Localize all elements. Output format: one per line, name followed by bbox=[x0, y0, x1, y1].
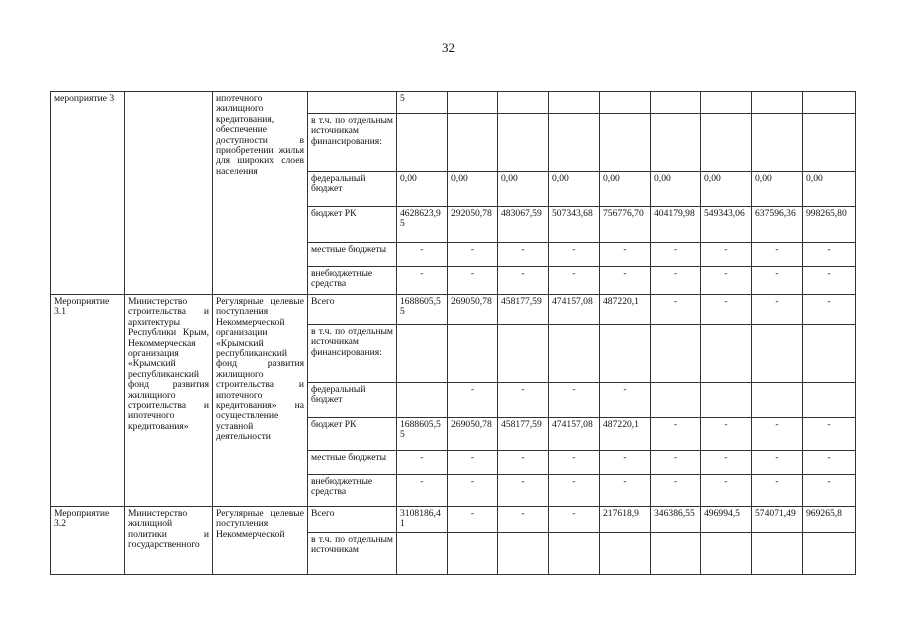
value-cell bbox=[701, 325, 752, 383]
table-row bbox=[51, 295, 856, 325]
value-cell: 998265,80 bbox=[803, 207, 856, 243]
source-label-cell: внебюджетные средства bbox=[308, 475, 397, 507]
value-cell: 217618,9 bbox=[600, 507, 651, 533]
value-cell bbox=[549, 532, 600, 574]
value-cell bbox=[600, 325, 651, 383]
value-cell bbox=[651, 114, 701, 172]
value-cell: 0,00 bbox=[600, 172, 651, 207]
value-cell: - bbox=[498, 243, 549, 267]
value-cell: 346386,55 bbox=[651, 507, 701, 533]
value-cell: 574071,49 bbox=[752, 507, 803, 533]
value-cell: 474157,08 bbox=[549, 418, 600, 451]
value-cell bbox=[448, 325, 498, 383]
value-cell: - bbox=[803, 267, 856, 295]
value-cell: 0,00 bbox=[752, 172, 803, 207]
value-cell: - bbox=[803, 451, 856, 475]
value-cell: - bbox=[600, 451, 651, 475]
value-cell: - bbox=[498, 451, 549, 475]
description-cell: ипотечного жилищного кредитования, обеспечение доступности в приобретении жилья для широких слоев населения bbox=[213, 92, 308, 295]
value-cell bbox=[752, 325, 803, 383]
source-label-cell: в т.ч. по отдельным источникам финансирования: bbox=[308, 325, 397, 383]
value-cell: - bbox=[600, 383, 651, 418]
value-cell bbox=[448, 92, 498, 114]
value-cell: - bbox=[549, 267, 600, 295]
value-cell: 5 bbox=[397, 92, 448, 114]
value-cell bbox=[498, 532, 549, 574]
value-cell: 474157,08 bbox=[549, 295, 600, 325]
value-cell bbox=[701, 532, 752, 574]
value-cell: 3108186,41 bbox=[397, 507, 448, 533]
value-cell: 458177,59 bbox=[498, 418, 549, 451]
value-cell: - bbox=[448, 243, 498, 267]
value-cell: 269050,78 bbox=[448, 295, 498, 325]
value-cell bbox=[549, 325, 600, 383]
value-cell bbox=[651, 325, 701, 383]
value-cell: 0,00 bbox=[549, 172, 600, 207]
value-cell: - bbox=[651, 295, 701, 325]
value-cell: - bbox=[803, 418, 856, 451]
value-cell: 507343,68 bbox=[549, 207, 600, 243]
value-cell: - bbox=[651, 418, 701, 451]
value-cell: - bbox=[498, 507, 549, 533]
value-cell bbox=[701, 92, 752, 114]
value-cell bbox=[752, 383, 803, 418]
value-cell: - bbox=[498, 475, 549, 507]
value-cell: - bbox=[803, 243, 856, 267]
value-cell: 0,00 bbox=[651, 172, 701, 207]
value-cell: 292050,78 bbox=[448, 207, 498, 243]
executor-cell: Министерство жилищной политики и государственного bbox=[125, 507, 213, 575]
value-cell: - bbox=[752, 418, 803, 451]
value-cell: - bbox=[397, 243, 448, 267]
value-cell: - bbox=[752, 267, 803, 295]
value-cell bbox=[498, 92, 549, 114]
value-cell bbox=[752, 114, 803, 172]
value-cell: - bbox=[701, 243, 752, 267]
executor-cell bbox=[125, 92, 213, 295]
value-cell bbox=[701, 114, 752, 172]
value-cell: 756776,70 bbox=[600, 207, 651, 243]
value-cell: 0,00 bbox=[701, 172, 752, 207]
value-cell: 1688605,55 bbox=[397, 295, 448, 325]
value-cell: - bbox=[600, 475, 651, 507]
value-cell: - bbox=[701, 451, 752, 475]
value-cell: - bbox=[549, 383, 600, 418]
value-cell bbox=[397, 325, 448, 383]
value-cell bbox=[651, 92, 701, 114]
value-cell bbox=[803, 532, 856, 574]
value-cell: - bbox=[651, 267, 701, 295]
value-cell: 496994,5 bbox=[701, 507, 752, 533]
value-cell bbox=[600, 114, 651, 172]
source-label-cell: в т.ч. по отдельным источникам bbox=[308, 532, 397, 574]
source-label-cell: бюджет РК bbox=[308, 207, 397, 243]
value-cell: 0,00 bbox=[498, 172, 549, 207]
value-cell bbox=[397, 114, 448, 172]
value-cell: 637596,36 bbox=[752, 207, 803, 243]
value-cell: - bbox=[549, 507, 600, 533]
value-cell: 0,00 bbox=[397, 172, 448, 207]
value-cell: - bbox=[752, 475, 803, 507]
value-cell: 549343,06 bbox=[701, 207, 752, 243]
value-cell bbox=[549, 92, 600, 114]
value-cell: - bbox=[397, 267, 448, 295]
value-cell: 458177,59 bbox=[498, 295, 549, 325]
value-cell bbox=[397, 383, 448, 418]
source-label-cell bbox=[308, 92, 397, 114]
value-cell: - bbox=[651, 475, 701, 507]
table-row bbox=[51, 507, 856, 533]
source-label-cell: Всего bbox=[308, 295, 397, 325]
value-cell: - bbox=[498, 267, 549, 295]
activity-cell: мероприятие 3 bbox=[51, 92, 125, 295]
value-cell: - bbox=[701, 267, 752, 295]
value-cell: 969265,8 bbox=[803, 507, 856, 533]
value-cell: - bbox=[651, 451, 701, 475]
value-cell: 0,00 bbox=[803, 172, 856, 207]
value-cell: - bbox=[549, 451, 600, 475]
source-label-cell: федеральный бюджет bbox=[308, 383, 397, 418]
value-cell bbox=[448, 114, 498, 172]
source-label-cell: федеральный бюджет bbox=[308, 172, 397, 207]
source-label-cell: бюджет РК bbox=[308, 418, 397, 451]
value-cell bbox=[448, 532, 498, 574]
value-cell: 483067,59 bbox=[498, 207, 549, 243]
value-cell bbox=[803, 114, 856, 172]
value-cell bbox=[752, 532, 803, 574]
value-cell: - bbox=[498, 383, 549, 418]
value-cell: - bbox=[803, 475, 856, 507]
activity-cell: Мероприятие 3.1 bbox=[51, 295, 125, 507]
value-cell: - bbox=[600, 267, 651, 295]
value-cell bbox=[651, 383, 701, 418]
value-cell: 1688605,55 bbox=[397, 418, 448, 451]
value-cell: 4628623,95 bbox=[397, 207, 448, 243]
description-cell: Регулярные целевые поступления Некоммерческой организации «Крымский республиканский фонд развития жилищного строительства и ипотечного кредитования» на осуществление уставной деятельности bbox=[213, 295, 308, 507]
source-label-cell: внебюджетные средства bbox=[308, 267, 397, 295]
executor-cell: Министерство строительства и архитектуры Республики Крым, Некоммерческая организация «Крымский республиканский фонд развития жилищного строительства и ипотечного кредитования» bbox=[125, 295, 213, 507]
value-cell: - bbox=[701, 475, 752, 507]
value-cell: - bbox=[549, 243, 600, 267]
value-cell bbox=[803, 383, 856, 418]
value-cell: - bbox=[448, 507, 498, 533]
value-cell bbox=[397, 532, 448, 574]
value-cell bbox=[752, 92, 803, 114]
source-label-cell: местные бюджеты bbox=[308, 243, 397, 267]
value-cell: - bbox=[752, 295, 803, 325]
value-cell: 487220,1 bbox=[600, 295, 651, 325]
activity-cell: Мероприятие 3.2 bbox=[51, 507, 125, 575]
value-cell: - bbox=[397, 475, 448, 507]
value-cell: 269050,78 bbox=[448, 418, 498, 451]
value-cell: - bbox=[600, 243, 651, 267]
value-cell: 404179,98 bbox=[651, 207, 701, 243]
value-cell bbox=[803, 92, 856, 114]
table-row bbox=[51, 92, 856, 114]
page-number: 32 bbox=[442, 40, 455, 55]
value-cell: 0,00 bbox=[448, 172, 498, 207]
value-cell: - bbox=[701, 418, 752, 451]
value-cell: - bbox=[803, 295, 856, 325]
value-cell bbox=[600, 532, 651, 574]
value-cell: - bbox=[448, 451, 498, 475]
value-cell: - bbox=[397, 451, 448, 475]
value-cell: 487220,1 bbox=[600, 418, 651, 451]
value-cell: - bbox=[448, 267, 498, 295]
value-cell bbox=[803, 325, 856, 383]
source-label-cell: в т.ч. по отдельным источникам финансирования: bbox=[308, 114, 397, 172]
source-label-cell: местные бюджеты bbox=[308, 451, 397, 475]
value-cell: - bbox=[752, 243, 803, 267]
source-label-cell: Всего bbox=[308, 507, 397, 533]
value-cell bbox=[651, 532, 701, 574]
value-cell bbox=[600, 92, 651, 114]
budget-table bbox=[50, 91, 856, 575]
value-cell: - bbox=[448, 383, 498, 418]
value-cell: - bbox=[549, 475, 600, 507]
value-cell bbox=[549, 114, 600, 172]
value-cell: - bbox=[752, 451, 803, 475]
value-cell bbox=[498, 325, 549, 383]
value-cell bbox=[701, 383, 752, 418]
description-cell: Регулярные целевые поступления Некоммерческой bbox=[213, 507, 308, 575]
value-cell bbox=[498, 114, 549, 172]
value-cell: - bbox=[448, 475, 498, 507]
value-cell: - bbox=[651, 243, 701, 267]
value-cell: - bbox=[701, 295, 752, 325]
